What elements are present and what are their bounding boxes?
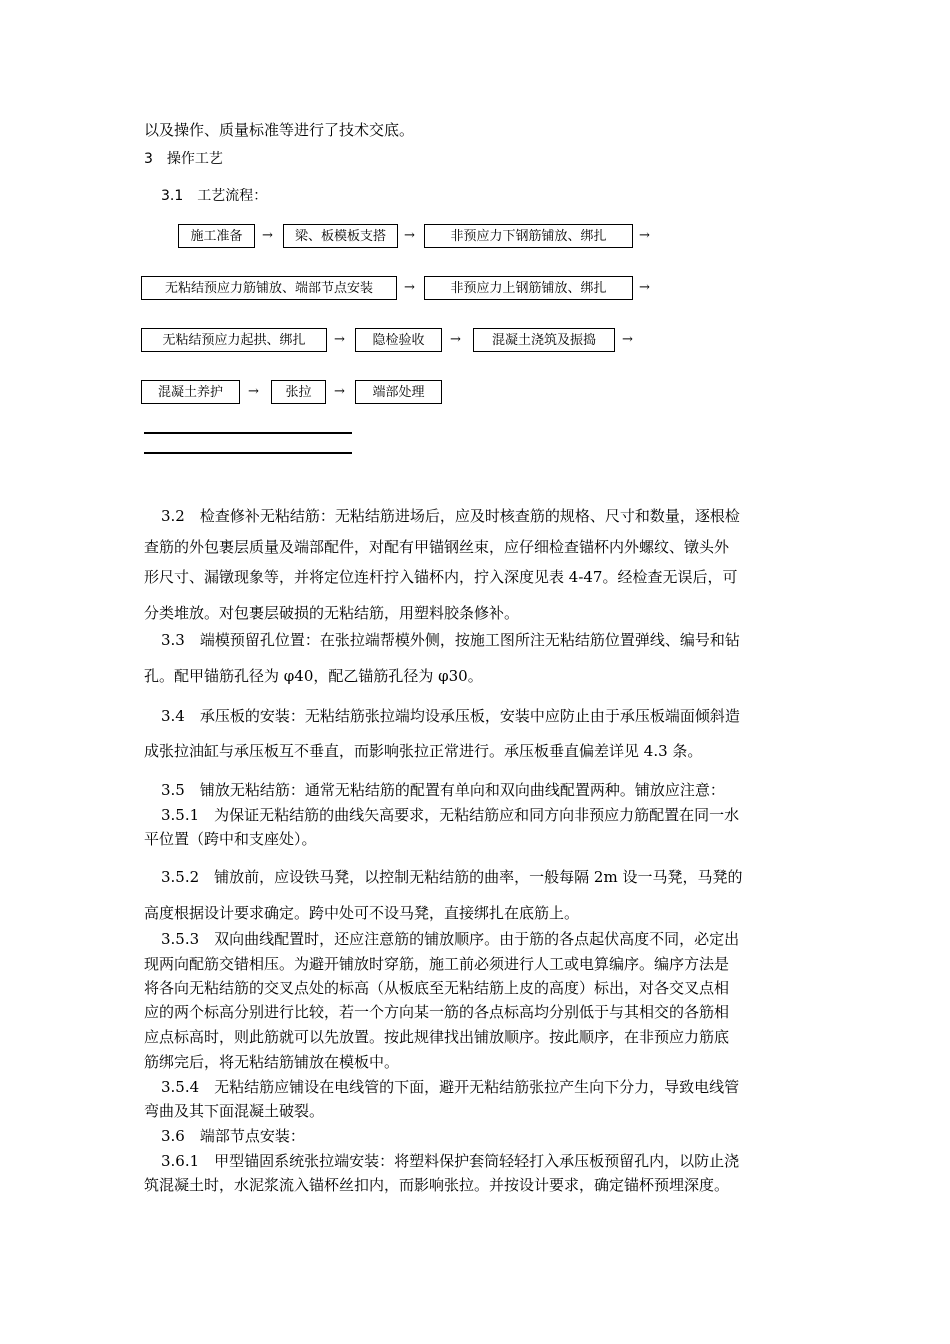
text-line: 3.2 检查修补无粘结筋：无粘结筋进场后，应及时核查筋的规格、尺寸和数量，逐根检 bbox=[161, 507, 740, 525]
text-line: 成张拉油缸与承压板互不垂直，而影响张拉正常进行。承压板垂直偏差详见 4.3 条。 bbox=[144, 742, 703, 760]
section-heading: 3 操作工艺 bbox=[144, 151, 223, 167]
flow-box-construction-prep: 施工准备 bbox=[178, 224, 255, 248]
flow-box-formwork: 梁、板模板支搭 bbox=[283, 224, 398, 248]
divider-rule bbox=[144, 432, 352, 434]
text-line: 3.4 承压板的安装：无粘结筋张拉端均设承压板，安装中应防止由于承压板端面倾斜造 bbox=[161, 707, 740, 725]
text-line: 筑混凝土时，水泥浆流入锚杯丝扣内，而影响张拉。并按设计要求，确定锚杯预埋深度。 bbox=[144, 1176, 730, 1194]
flow-arrow: → bbox=[404, 228, 415, 243]
flow-box-curing: 混凝土养护 bbox=[141, 380, 240, 404]
text-line: 3.5.3 双向曲线配置时，还应注意筋的铺放顺序。由于筋的各点起伏高度不同，必定出 bbox=[161, 930, 740, 948]
text-line: 3.6 端部节点安装： bbox=[161, 1127, 305, 1145]
flow-box-tensioning: 张拉 bbox=[271, 380, 326, 404]
flow-arrow: → bbox=[622, 332, 633, 347]
text-line: 3.5.1 为保证无粘结筋的曲线矢高要求，无粘结筋应和同方向非预应力筋配置在同一水 bbox=[161, 806, 740, 824]
text-line: 弯曲及其下面混凝土破裂。 bbox=[144, 1102, 325, 1120]
flow-arrow: → bbox=[450, 332, 461, 347]
flow-box-camber: 无粘结预应力起拱、绑扎 bbox=[141, 328, 327, 352]
text-line: 现两向配筋交错相压。为避开铺放时穿筋，施工前必须进行人工或电算编序。编序方法是 bbox=[144, 955, 730, 973]
flow-box-end-treatment: 端部处理 bbox=[355, 380, 442, 404]
text-line: 3.3 端模预留孔位置：在张拉端帮模外侧，按施工图所注无粘结筋位置弹线、编号和钻 bbox=[161, 631, 740, 649]
text-line: 将各向无粘结筋的交叉点处的标高（从板底至无粘结筋上皮的高度）标出，对各交叉点相 bbox=[144, 979, 730, 997]
text-line: 查筋的外包裹层质量及端部配件，对配有甲锚钢丝束，应仔细检查锚杯内外螺纹、镦头外 bbox=[144, 538, 730, 556]
flow-arrow: → bbox=[334, 384, 345, 399]
text-line: 筋绑完后，将无粘结筋铺放在模板中。 bbox=[144, 1053, 400, 1071]
text-line: 3.5 铺放无粘结筋：通常无粘结筋的配置有单向和双向曲线配置两种。铺放应注意： bbox=[161, 781, 725, 799]
divider-rule bbox=[144, 452, 352, 454]
text-line: 3.5.2 铺放前，应设铁马凳，以控制无粘结筋的曲率，一般每隔 2m 设一马凳，马凳的 bbox=[161, 868, 743, 886]
flow-arrow: → bbox=[248, 384, 259, 399]
flow-box-inspection: 隐检验收 bbox=[355, 328, 442, 352]
flow-arrow: → bbox=[334, 332, 345, 347]
text-line: 孔。配甲锚筋孔径为 φ40，配乙锚筋孔径为 φ30。 bbox=[144, 667, 483, 685]
text-line: 应的两个标高分别进行比较，若一个方向某一筋的各点标高均分别低于与其相交的各筋相 bbox=[144, 1003, 730, 1021]
flow-box-concrete-pour: 混凝土浇筑及振捣 bbox=[473, 328, 615, 352]
text-line: 形尺寸、漏镦现象等，并将定位连杆拧入锚杯内，拧入深度见表 4-47。经检查无误后，可 bbox=[144, 568, 738, 586]
flow-box-upper-rebar: 非预应力上钢筋铺放、绑扎 bbox=[424, 276, 633, 300]
flow-arrow: → bbox=[639, 280, 650, 295]
text-line: 应点标高时，则此筋就可以先放置。按此规律找出铺放顺序。按此顺序，在非预应力筋底 bbox=[144, 1028, 730, 1046]
text-line: 分类堆放。对包裹层破损的无粘结筋，用塑料胶条修补。 bbox=[144, 604, 520, 622]
text-line: 3.5.4 无粘结筋应铺设在电线管的下面，避开无粘结筋张拉产生向下分力，导致电线管 bbox=[161, 1078, 740, 1096]
flow-arrow: → bbox=[639, 228, 650, 243]
text-line: 高度根据设计要求确定。跨中处可不设马凳，直接绑扎在底筋上。 bbox=[144, 904, 580, 922]
text-line: 平位置（跨中和支座处）。 bbox=[144, 830, 317, 848]
flow-heading: 3.1 工艺流程： bbox=[161, 188, 268, 204]
flow-box-lower-rebar: 非预应力下钢筋铺放、绑扎 bbox=[424, 224, 633, 248]
flow-box-tendon-laying: 无粘结预应力筋铺放、端部节点安装 bbox=[141, 276, 397, 300]
text-line: 3.6.1 甲型锚固系统张拉端安装：将塑料保护套筒轻轻打入承压板预留孔内，以防止浇 bbox=[161, 1152, 740, 1170]
intro-line: 以及操作、质量标准等进行了技术交底。 bbox=[144, 121, 415, 139]
flow-arrow: → bbox=[404, 280, 415, 295]
flow-arrow: → bbox=[262, 228, 273, 243]
